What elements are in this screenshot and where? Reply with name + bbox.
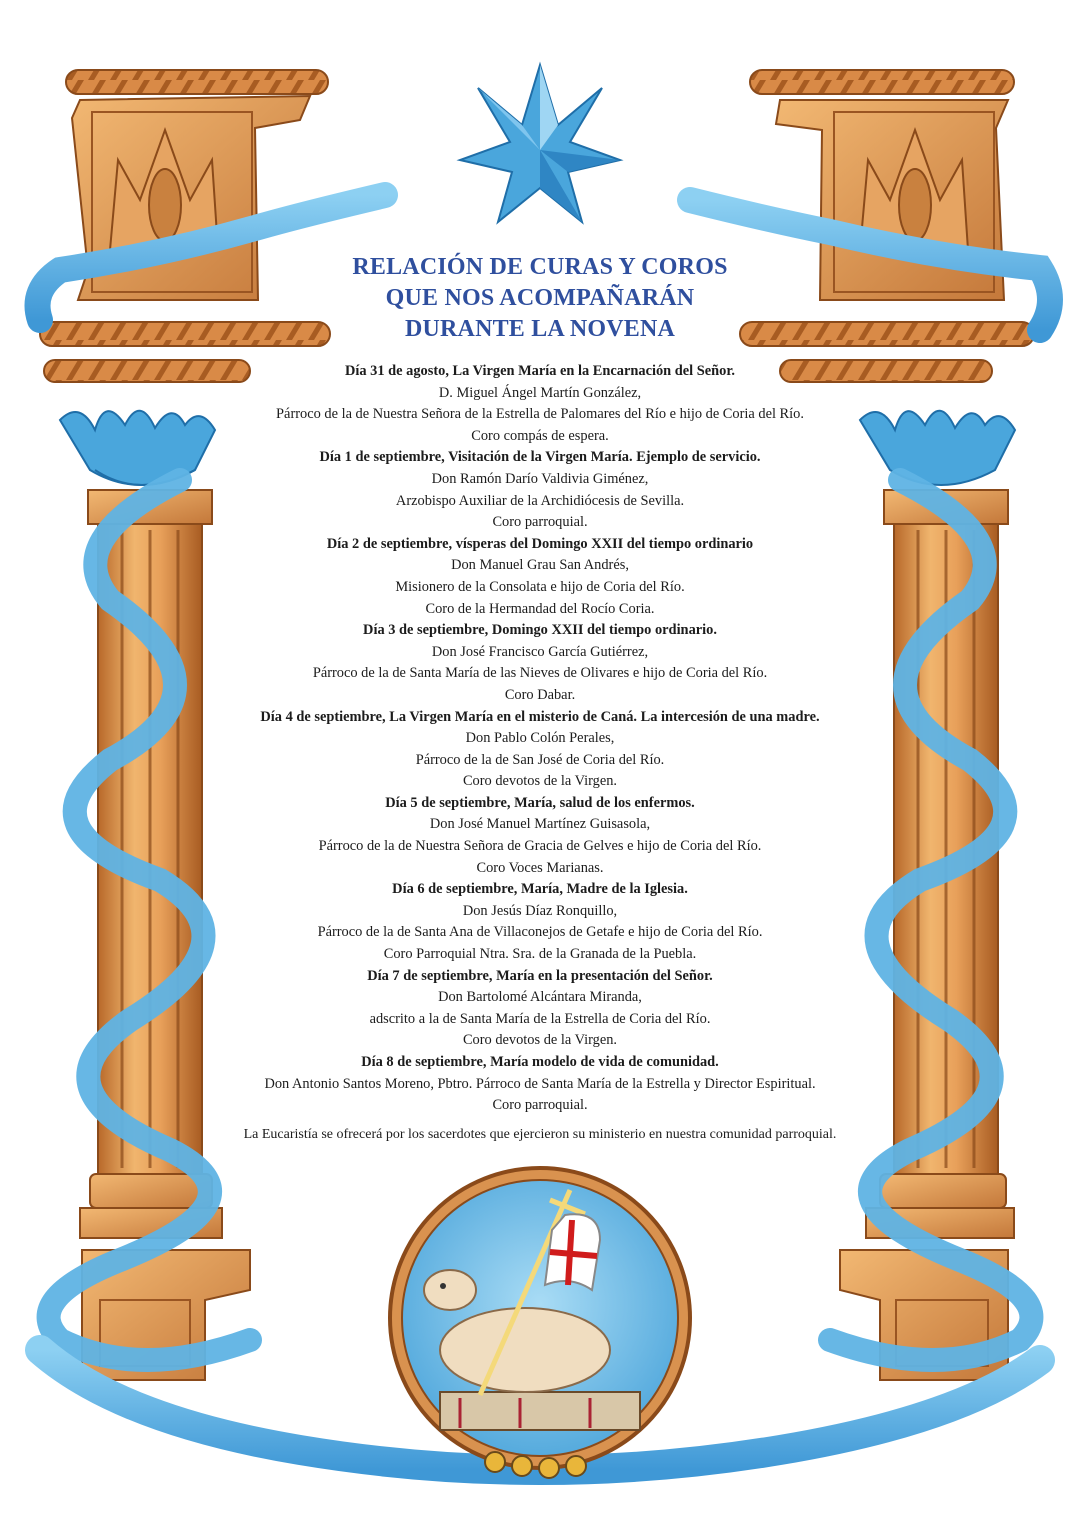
choir-name: Coro de la Hermandad del Rocío Coria. bbox=[425, 600, 655, 617]
priest-role: Párroco de la de Santa María de las Nieves de Olivares e hijo de Coria del Río. bbox=[312, 665, 768, 682]
choir-name: Coro devotos de la Virgen. bbox=[462, 773, 618, 790]
title-line: QUE NOS ACOMPAÑARÁN bbox=[385, 285, 695, 311]
choir-name: Coro devotos de la Virgen. bbox=[462, 1032, 618, 1049]
choir-name: Coro parroquial. bbox=[492, 1097, 588, 1114]
choir-name: Coro Parroquial Ntra. Sra. de la Granada de la Puebla. bbox=[383, 946, 697, 963]
day-entry bbox=[205, 447, 875, 533]
priest-name: Don Pablo Colón Perales, bbox=[465, 730, 615, 747]
priest-name: Don Ramón Darío Valdivia Giménez, bbox=[431, 470, 649, 487]
day-heading: Día 8 de septiembre, María modelo de vida de comunidad. bbox=[361, 1054, 719, 1070]
priest-role: Párroco de la de Nuestra Señora de Gracia de Gelves e hijo de Coria del Río. bbox=[318, 838, 762, 855]
priest-role: Párroco de la de Santa Ana de Villaconejos de Getafe e hijo de Coria del Río. bbox=[317, 924, 763, 941]
title-line: RELACIÓN DE CURAS Y COROS bbox=[352, 254, 728, 280]
choir-name: Coro compás de espera. bbox=[471, 427, 609, 444]
day-heading: Día 31 de agosto, La Virgen María en la Encarnación del Señor. bbox=[344, 363, 735, 379]
day-heading: Día 6 de septiembre, María, Madre de la Iglesia. bbox=[392, 881, 688, 898]
lamb-of-god-medallion-icon bbox=[390, 1168, 690, 1478]
priest-name: Don Antonio Santos Moreno, Pbtro. Párroco de Santa María de la Estrella y Director Espiritual. bbox=[264, 1075, 816, 1092]
priest-name: Don José Francisco García Gutiérrez, bbox=[431, 643, 649, 660]
day-entry bbox=[205, 879, 875, 965]
priest-role: Párroco de la de San José de Coria del Río. bbox=[415, 751, 665, 768]
title-line: DURANTE LA NOVENA bbox=[404, 316, 676, 342]
day-entry bbox=[205, 793, 875, 879]
priest-name: D. Miguel Ángel Martín González, bbox=[438, 384, 642, 401]
priest-role: Arzobispo Auxiliar de la Archidiócesis de Sevilla. bbox=[395, 492, 685, 509]
day-heading: Día 1 de septiembre, Visitación de la Virgen María. Ejemplo de servicio. bbox=[319, 449, 761, 466]
day-heading: Día 3 de septiembre, Domingo XXII del tiempo ordinario. bbox=[363, 622, 717, 639]
day-entry bbox=[205, 1052, 875, 1117]
choir-name: Coro Dabar. bbox=[504, 686, 576, 703]
footer-note: La Eucaristía se ofrecerá por los sacerdotes que ejercieron su ministerio en nuestra comunidad parroquial. bbox=[243, 1127, 837, 1142]
priest-role: Misionero de la Consolata e hijo de Coria del Río. bbox=[395, 578, 685, 595]
day-entry bbox=[205, 361, 875, 447]
choir-name: Coro Voces Marianas. bbox=[476, 859, 604, 876]
day-heading: Día 7 de septiembre, María en la presentación del Señor. bbox=[367, 967, 713, 984]
priest-name: Don Bartolomé Alcántara Miranda, bbox=[438, 989, 642, 1006]
priest-role: adscrito a la de Santa María de la Estrella de Coria del Río. bbox=[369, 1010, 711, 1027]
priest-name: Don Manuel Grau San Andrés, bbox=[451, 557, 629, 574]
day-entry bbox=[205, 966, 875, 1052]
day-entry bbox=[205, 534, 875, 620]
novena-program bbox=[205, 361, 875, 1117]
day-heading: Día 2 de septiembre, vísperas del Domingo XXII del tiempo ordinario bbox=[326, 535, 754, 552]
page-title bbox=[290, 252, 790, 345]
left-leaf-capital bbox=[60, 411, 215, 485]
right-leaf-capital bbox=[860, 411, 1015, 485]
eight-point-star-icon bbox=[460, 65, 620, 222]
day-heading: Día 4 de septiembre, La Virgen María en el misterio de Caná. La intercesión de una madre. bbox=[260, 708, 820, 725]
day-entry bbox=[205, 707, 875, 793]
priest-name: Don José Manuel Martínez Guisasola, bbox=[429, 816, 651, 833]
day-heading: Día 5 de septiembre, María, salud de los enfermos. bbox=[385, 794, 695, 811]
choir-name: Coro parroquial. bbox=[492, 514, 588, 531]
priest-role: Párroco de la de Nuestra Señora de la Estrella de Palomares del Río e hijo de Coria del Río. bbox=[276, 406, 804, 423]
day-entry bbox=[205, 620, 875, 706]
priest-name: Don Jesús Díaz Ronquillo, bbox=[462, 902, 618, 919]
left-rope-top bbox=[66, 70, 328, 94]
